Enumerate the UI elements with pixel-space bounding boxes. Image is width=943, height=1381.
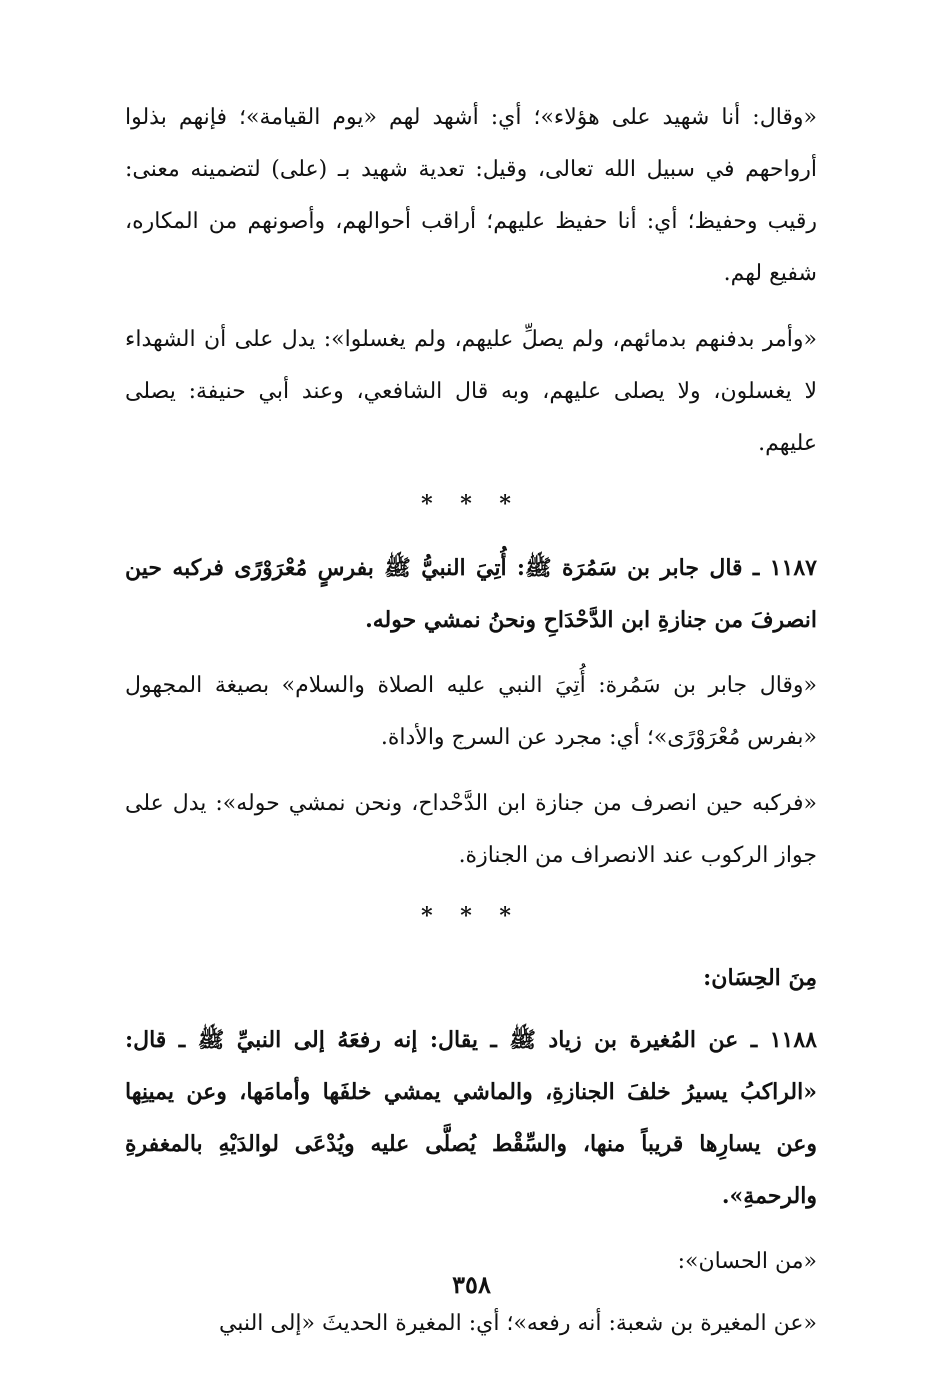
paragraph-commentary-mughira: «عن المغيرة بن شعبة: أنه رفعه»؛ أي: المغيرة الحديثَ «إلى النبي [218, 1311, 817, 1336]
section-heading-hisan: مِنَ الحِسَان: [703, 965, 817, 991]
hadith-1188: ١١٨٨ ـ عن المُغيرة بن زياد ﷺ ـ يقال: إنه رفعَهُ إلى النبيِّ ﷺ ـ قال: «الراكبُ يسيرُ خلفَ الجنازةِ، والماشي يمشي خلفَها وأمامَها، وعن يمينِها وعن يسارِها قريباً منها، والسِّقْط يُصلَّى عليه ويُدْعَى لوالدَيْهِ بالمغفرةِ والرحمةِ». [125, 1027, 817, 1209]
paragraph-commentary-riding: «فركبه حين انصرف من جنازة ابن الدَّحْداح، ونحن نمشي حوله»: يدل على جواز الركوب عند الانصراف من الجنازة. [125, 791, 817, 868]
paragraph-commentary-witness: «وقال: أنا شهيد على هؤلاء»؛ أي: أشهد لهم «يوم القيامة»؛ فإنهم بذلوا أرواحهم في سبيل الله تعالى، وقيل: تعدية شهيد بـ (على) لتضمينه معنى: رقيب وحفيظ؛ أي: أنا حفيظ عليهم؛ أراقب أحوالهم، وأصونهم من المكاره، شفيع لهم. [125, 105, 817, 286]
paragraph-commentary-hisan: «من الحسان»: [677, 1249, 817, 1274]
section-separator: * * * [421, 903, 521, 929]
page-number: ٣٥٨ [452, 1270, 491, 1299]
paragraph-commentary-jabir: «وقال جابر بن سَمُرة: أُتِيَ النبي عليه الصلاة والسلام» بصيغة المجهول «بفرس مُعْرَوْرًى»؛ أي: مجرد عن السرج والأداة. [125, 673, 817, 750]
paragraph-commentary-burial: «وأمر بدفنهم بدمائهم، ولم يصلِّ عليهم، ولم يغسلوا»: يدل على أن الشهداء لا يغسلون، ولا يصلى عليهم، وبه قال الشافعي، وعند أبي حنيفة: يصلى عليهم. [125, 327, 817, 456]
section-separator: * * * [421, 491, 521, 517]
hadith-1187: ١١٨٧ ـ قال جابر بن سَمُرَة ﷺ: أُتِيَ النبيُّ ﷺ بفرسٍ مُعْرَوْرًى فركبه حين انصرفَ من جنازةِ ابن الدَّحْدَاحِ ونحنُ نمشي حوله. [125, 555, 817, 633]
page-body [125, 92, 817, 1364]
